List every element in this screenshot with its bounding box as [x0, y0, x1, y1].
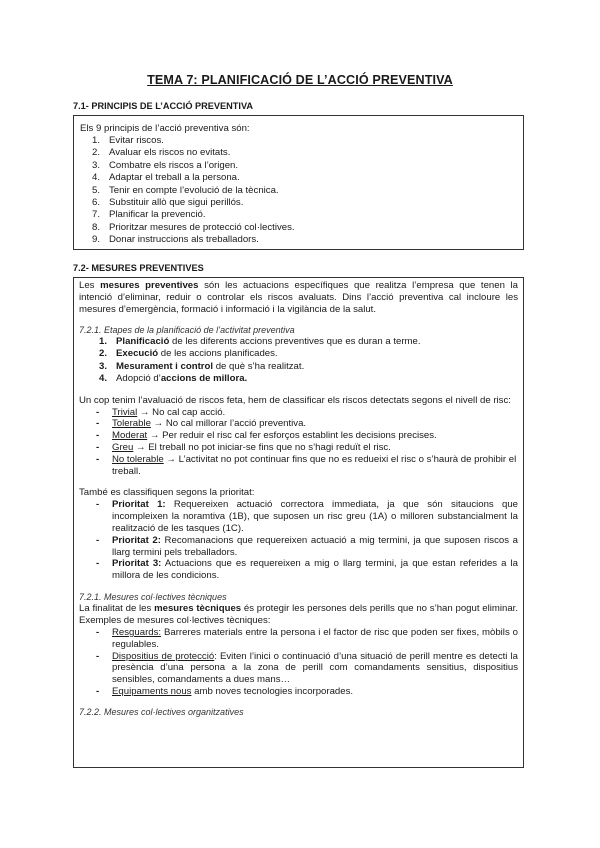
item-text: de les diferents accions preventives que es duran a terme. — [169, 336, 421, 347]
item-number: 3. — [92, 159, 101, 171]
bullet-dash: - — [96, 626, 100, 638]
item-number: 2. — [92, 147, 101, 159]
risk-level-intro: Un cop tenim l’avaluació de riscos feta, hem de classificar els riscos detectats segons el nivell de risc: — [79, 394, 511, 406]
subheading-tecniques: 7.2.1. Mesures col·lectives tècniques — [79, 591, 227, 602]
technical-measure-item — [79, 627, 518, 651]
item-text: amb noves tecnologies incorporades. — [191, 685, 354, 697]
item-label: Resguards: — [112, 626, 162, 638]
section-heading-7-2: 7.2- MESURES PREVENTIVES — [73, 263, 204, 273]
item-text: Adaptar el treball a la persona. — [109, 172, 240, 184]
priorities-list — [79, 499, 518, 582]
item-text: Recomanacions que requereixen actuació a mig termini, ja que suposen riscos a llarg termini pels treballadors. — [112, 534, 518, 558]
item-text: Combatre els riscos a l’origen. — [109, 159, 239, 171]
item-bold: Planificació — [116, 336, 170, 347]
priority-item — [79, 535, 518, 559]
bullet-dash: - — [96, 534, 100, 546]
etapa-item — [95, 348, 518, 360]
bullet-dash: - — [96, 558, 100, 570]
bullet-dash: - — [96, 499, 100, 511]
item-text: → L’activitat no pot continuar fins que no es redueixi el risc o s’haurà de prohibir el treball. — [112, 453, 517, 477]
item-text: Requereixen actuació correctora immediata, ja que són sitaucions que incompleixen la noramtiva (1B), que suposen un risc greu (1A) o milloren substancialment la realització de les tasques (1C). — [112, 499, 519, 534]
bullet-dash: - — [96, 650, 100, 662]
item-text: → Per reduir el risc cal fer esforços establint les decisions precises. — [147, 430, 437, 442]
etapa-item — [95, 373, 518, 385]
etapes-list — [95, 336, 518, 386]
item-number: 4. — [92, 172, 101, 184]
technical-measure-item — [79, 686, 518, 698]
item-number: 6. — [92, 197, 101, 209]
item-text: de què s’ha realitzat. — [213, 360, 305, 372]
item-text: Barreres materials entre la persona i el factor de risc que poden ser fixes, mòbils o regulables. — [112, 626, 518, 650]
risk-level-item — [79, 430, 518, 442]
principles-box — [73, 115, 524, 250]
etapa-item — [95, 336, 518, 348]
bullet-dash: - — [96, 442, 100, 454]
item-label: Moderat — [112, 430, 148, 442]
item-text: Actuacions que es requereixen a mig o llarg termini, ja que estan referides a la millora de les condicions. — [112, 558, 518, 582]
item-label: Prioritat 2: — [112, 534, 161, 546]
item-text: Avaluar els riscos no evitats. — [109, 147, 231, 159]
item-label: Equipaments nous — [112, 685, 192, 697]
item-text: → No cal cap acció. — [137, 406, 226, 418]
item-number: 4. — [99, 373, 108, 385]
bullet-dash: - — [96, 685, 100, 697]
item-text: Tenir en compte l’evolució de la tècnica. — [109, 184, 279, 196]
item-label: Prioritat 1: — [112, 499, 166, 511]
principle-item — [88, 222, 517, 234]
bullet-dash: - — [96, 418, 100, 430]
principle-item — [88, 209, 517, 221]
page-title: TEMA 7: PLANIFICACIÓ DE L’ACCIÓ PREVENTIVA — [147, 73, 453, 87]
item-number: 8. — [92, 221, 101, 233]
item-number: 2. — [99, 348, 108, 360]
item-number: 5. — [92, 184, 101, 196]
item-label: Prioritat 3: — [112, 558, 162, 570]
item-text: Prioritzar mesures de protecció col·lectives. — [109, 221, 295, 233]
priority-item — [79, 558, 518, 582]
priority-intro: També es classifiquen segons la prioritat: — [79, 487, 255, 499]
technical-measures-list — [79, 627, 518, 698]
item-label: Greu — [112, 442, 134, 454]
priority-item — [79, 499, 518, 534]
bullet-dash: - — [96, 453, 100, 465]
item-text: de les accions planificades. — [158, 348, 278, 360]
item-text: Substituir allò que sigui perillós. — [109, 197, 244, 209]
risk-level-item — [79, 442, 518, 454]
risk-levels-list — [79, 407, 518, 478]
item-bold: Mesurament i control — [116, 360, 214, 372]
principle-item — [88, 135, 517, 147]
measures-box — [73, 277, 524, 768]
item-text: → El treball no pot iniciar-se fins que no s’hagi reduït el risc. — [133, 442, 391, 454]
technical-measures-intro: La finalitat de les mesures tècniques és protegir les persones dels perills que no s’han pogut eliminar. Exemples de mesures col·lectives tècniques: — [79, 602, 518, 626]
principle-item — [88, 234, 517, 246]
item-number: 9. — [92, 234, 101, 246]
risk-level-item — [79, 407, 518, 419]
item-text: → No cal millorar l’acció preventiva. — [150, 418, 307, 430]
item-number: 7. — [92, 209, 101, 221]
technical-measure-item — [79, 651, 518, 686]
risk-level-item — [79, 454, 518, 478]
item-number: 1. — [99, 336, 108, 347]
item-text: Donar instruccions als treballadors. — [109, 234, 259, 246]
item-bold: accions de millora. — [160, 373, 248, 385]
section-heading-7-1: 7.1- PRINCIPIS DE L’ACCIÓ PREVENTIVA — [73, 101, 254, 111]
item-text: Planificar la prevenció. — [109, 209, 206, 221]
principle-item — [88, 172, 517, 184]
principle-item — [88, 197, 517, 209]
item-label: No tolerable — [112, 453, 164, 465]
principle-item — [88, 160, 517, 172]
item-number: 3. — [99, 360, 108, 372]
principle-item — [88, 147, 517, 159]
item-label: Tolerable — [112, 418, 151, 430]
principle-item — [88, 185, 517, 197]
subheading-organitzatives: 7.2.2. Mesures col·lectives organitzatives — [79, 706, 244, 717]
bullet-dash: - — [96, 406, 100, 418]
principles-intro: Els 9 principis de l’acció preventiva són: — [80, 123, 250, 134]
item-label: Trivial — [112, 406, 138, 418]
subheading-etapes: 7.2.1. Etapes de la planificació de l’activitat preventiva — [79, 325, 295, 335]
risk-level-item — [79, 418, 518, 430]
item-text: Evitar riscos. — [109, 135, 164, 146]
item-prefix: Adopció d’ — [116, 373, 161, 385]
etapa-item — [95, 361, 518, 373]
principles-list — [88, 135, 517, 247]
bullet-dash: - — [96, 430, 100, 442]
item-number: 1. — [92, 135, 101, 146]
measures-intro: Les mesures preventives són les actuacions específiques que realitza l’empresa que tenen la intenció d’eliminar, reduir o controlar els riscos avaluats. Dins l’acció preventiva cal incloure les mesures d’emergència, formació i informació i la vigilància de la salut. — [79, 280, 518, 315]
item-bold: Execució — [116, 348, 159, 360]
item-text: : Eviten l’inici o continuació d’una situació de perill mentre es detecti la presència d’una persona a la zona de perill com comandaments sensitius, dispositius sensibles, comandaments a dues mans… — [112, 650, 518, 686]
item-label: Dispositius de protecció — [112, 650, 215, 662]
